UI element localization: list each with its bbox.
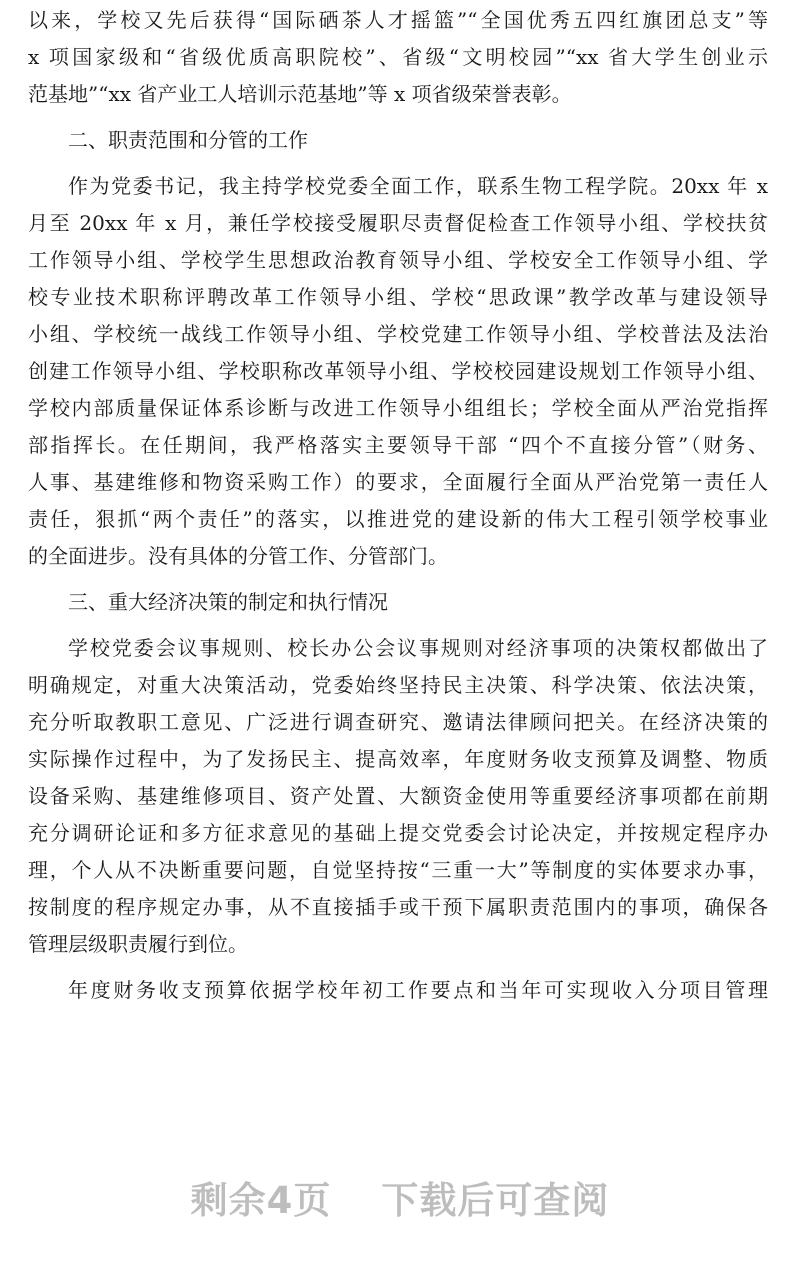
text-line: 设备采购、基建维修项目、资产处置、大额资金使用等重要经济事项都在前期	[28, 784, 768, 808]
text-line: 工作领导小组、学校学生思想政治教育领导小组、学校安全工作领导小组、学	[28, 248, 768, 272]
text-line: 实际操作过程中，为了发扬民主、提高效率，年度财务收支预算及调整、物质	[28, 747, 768, 771]
text-line: 学校内部质量保证体系诊断与改进工作领导小组组长；学校全面从严治党指挥	[28, 396, 768, 420]
text-line: 明确规定，对重大决策活动，党委始终坚持民主决策、科学决策、依法决策，	[28, 673, 768, 697]
text-line: 月至 20xx 年 x 月，兼任学校接受履职尽责督促检查工作领导小组、学校扶贫	[28, 211, 768, 235]
text-line: 小组、学校统一战线工作领导小组、学校党建工作领导小组、学校普法及法治	[28, 322, 768, 346]
remaining-pages-label: 剩余4页	[190, 1179, 332, 1222]
text-line: 校专业技术职称评聘改革工作领导小组、学校“思政课”教学改革与建设领导	[28, 285, 768, 309]
text-line: 学校党委会议事规则、校长办公会议事规则对经济事项的决策权都做出了	[68, 636, 768, 660]
text-line: 理，个人从不决断重要问题，自觉坚持按“三重一大”等制度的实体要求办事，	[28, 858, 768, 882]
download-hint-label: 下载后可查阅	[381, 1179, 610, 1222]
text-line: 充分听取教职工意见、广泛进行调查研究、邀请法律顾问把关。在经济决策的	[28, 710, 768, 734]
document-body	[28, 2, 768, 1009]
text-line: 年度财务收支预算依据学校年初工作要点和当年可实现收入分项目管理	[68, 978, 768, 1002]
section-heading: 二、职责范围和分管的工作	[68, 128, 308, 152]
text-line: 责任，狠抓“两个责任”的落实，以推进党的建设新的伟大工程引领学校事业	[28, 507, 768, 531]
text-line: 按制度的程序规定办事，从不直接插手或干预下属职责范围内的事项，确保各	[28, 895, 768, 919]
text-line: 作为党委书记，我主持学校党委全面工作，联系生物工程学院。20xx 年 x	[68, 174, 768, 198]
text-line: 以来，学校又先后获得“国际硒茶人才摇篮”“全国优秀五四红旗团总支”等	[28, 8, 768, 32]
text-line: 的全面进步。没有具体的分管工作、分管部门。	[28, 544, 448, 568]
text-line: 人事、基建维修和物资采购工作）的要求，全面履行全面从严治党第一责任人	[28, 470, 768, 494]
section-heading: 三、重大经济决策的制定和执行情况	[68, 590, 388, 614]
text-line: 部指挥长。在任期间，我严格落实主要领导干部 “四个不直接分管”（财务、	[28, 433, 768, 457]
text-line: 管理层级职责履行到位。	[28, 932, 248, 956]
text-line: 充分调研论证和多方征求意见的基础上提交党委会讨论决定，并按规定程序办	[28, 821, 768, 845]
text-line: 范基地”“xx 省产业工人培训示范基地”等 x 项省级荣誉表彰。	[28, 82, 572, 106]
text-line: x 项国家级和“省级优质高职院校”、省级“文明校园”“xx 省大学生创业示	[28, 45, 768, 69]
remaining-pages-banner[interactable]	[0, 1170, 800, 1224]
text-line: 创建工作领导小组、学校职称改革领导小组、学校校园建设规划工作领导小组、	[28, 359, 768, 383]
